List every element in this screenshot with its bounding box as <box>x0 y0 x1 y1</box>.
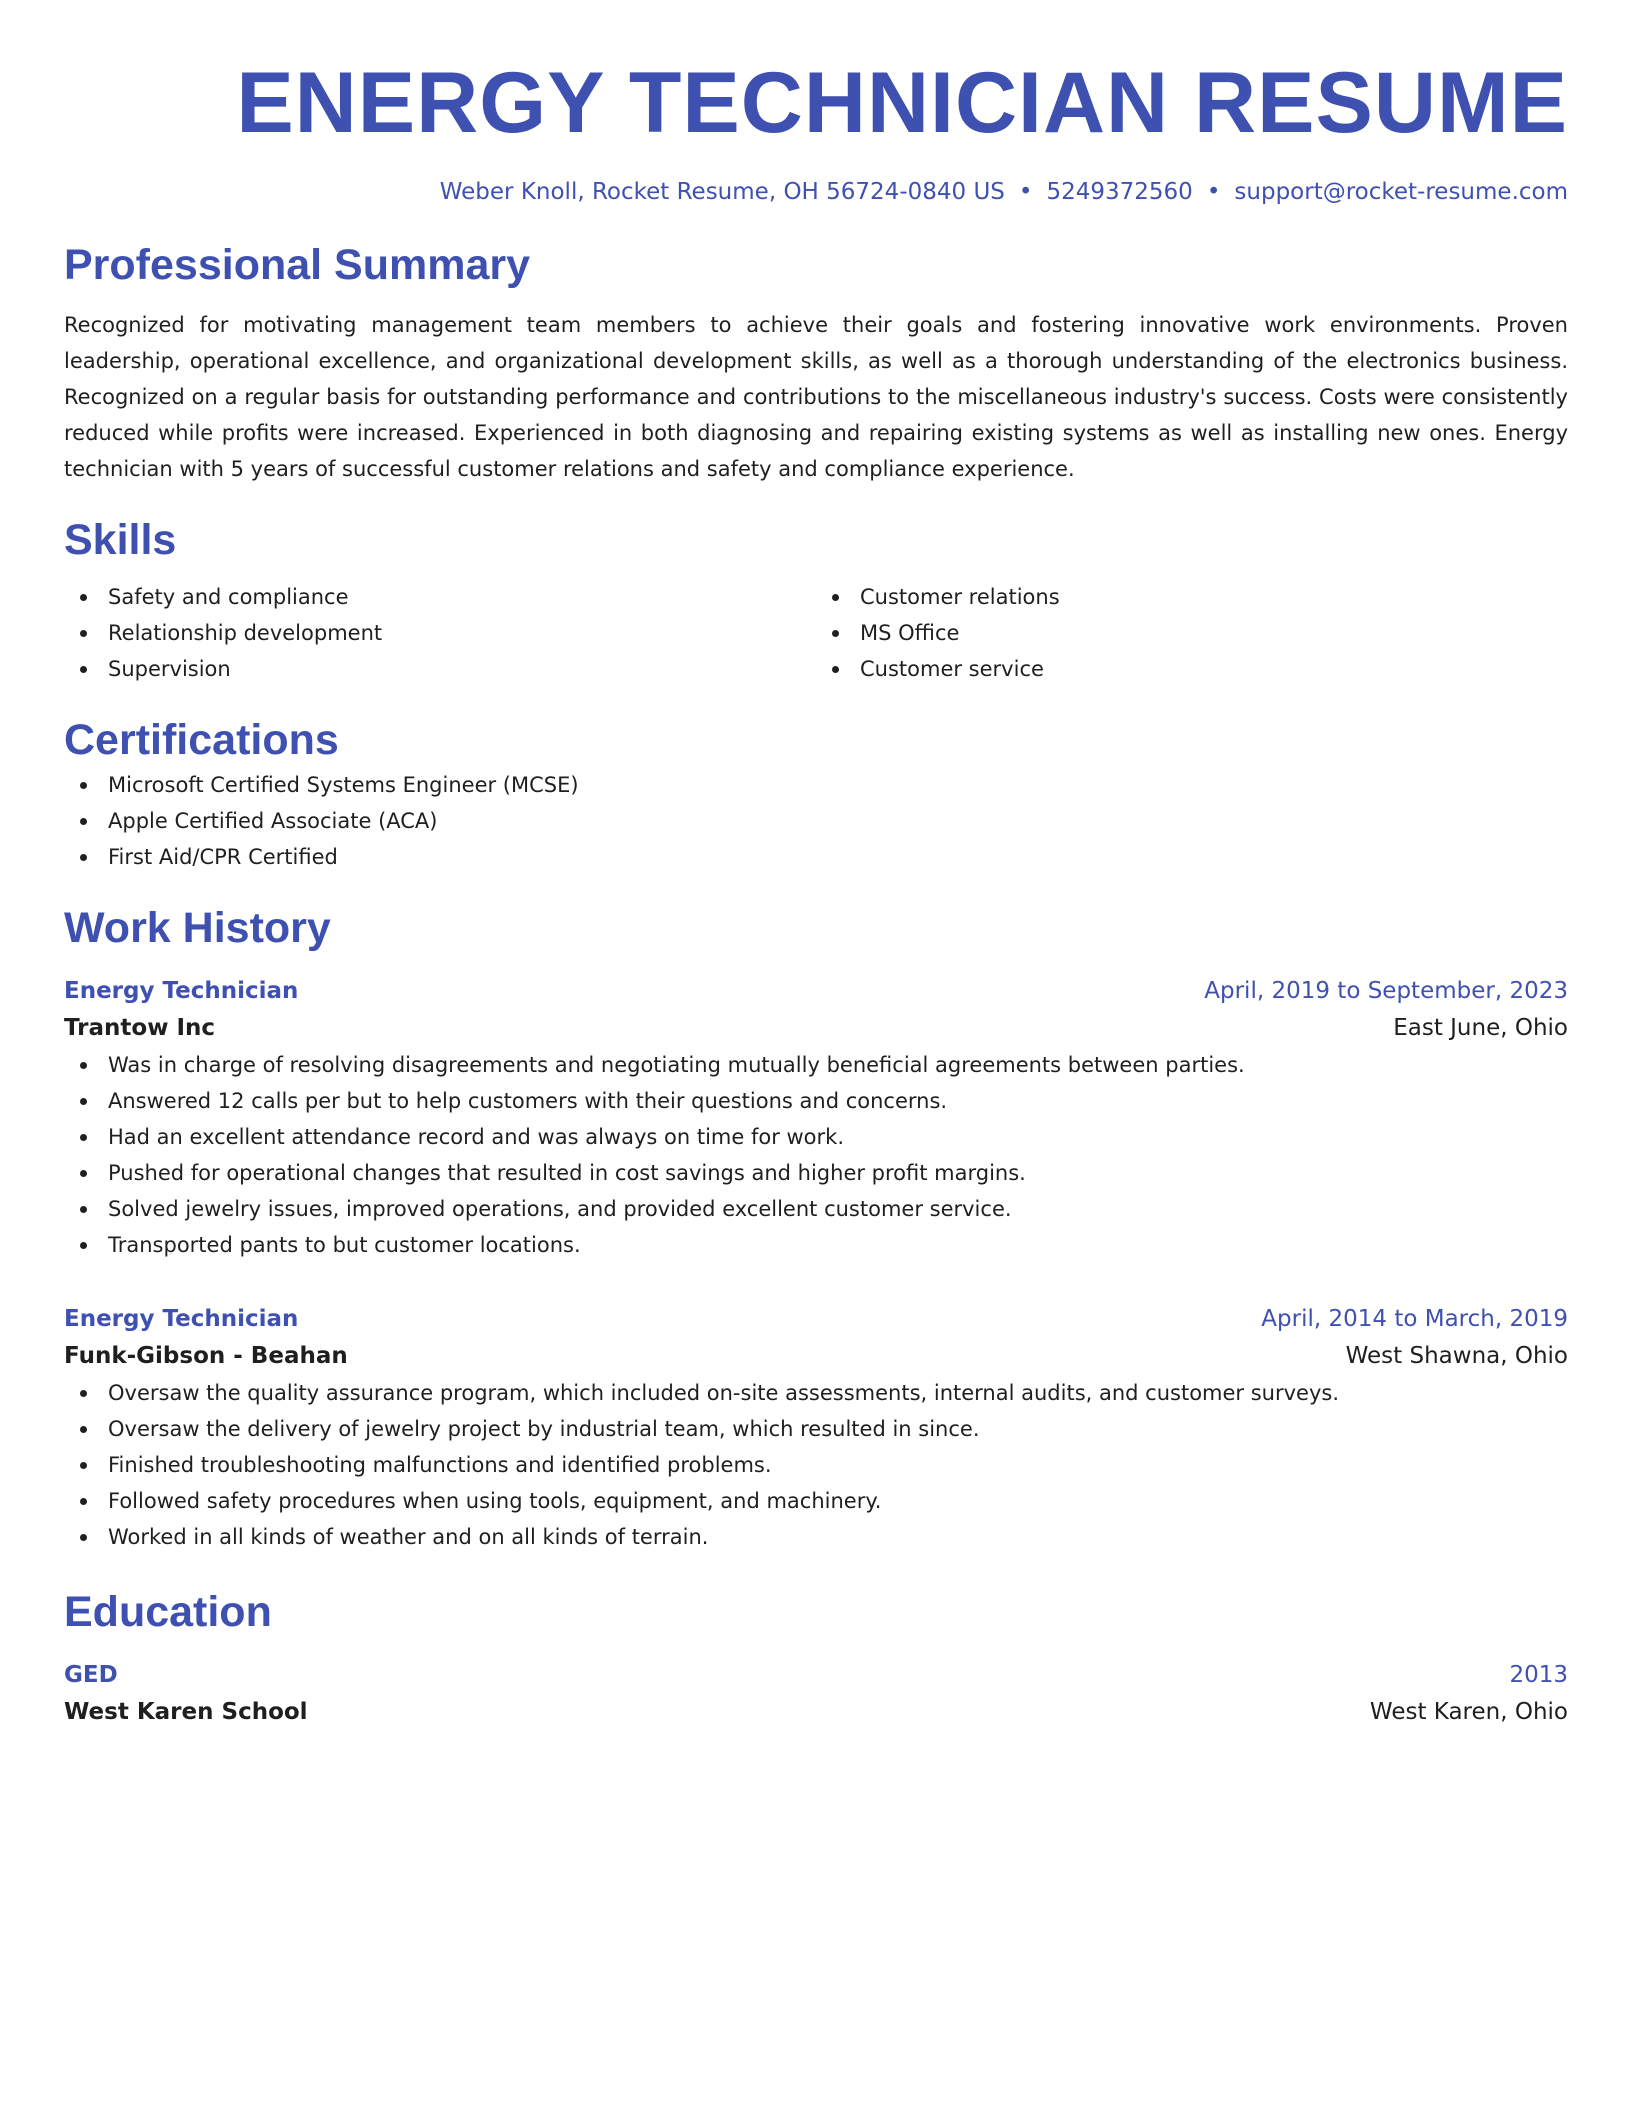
contact-separator: • <box>1206 179 1221 205</box>
work-history-heading: Work History <box>64 904 331 952</box>
summary-heading: Professional Summary <box>64 241 531 289</box>
job-bullet: Oversaw the delivery of jewelry project by industrial team, which resulted in since. <box>64 1411 1568 1447</box>
job-title: Energy Technician <box>64 1306 299 1332</box>
skills-column-right <box>816 579 1568 687</box>
job-bullet: Worked in all kinds of weather and on all kinds of terrain. <box>64 1519 1568 1555</box>
skills-grid <box>64 579 1568 687</box>
job-company: Trantow Inc <box>64 1015 216 1041</box>
certifications-heading: Certifications <box>64 716 339 764</box>
education-degree: GED <box>64 1662 118 1688</box>
skill-item: Relationship development <box>64 615 816 651</box>
contact-separator: • <box>1018 179 1033 205</box>
job-bullet: Was in charge of resolving disagreements and negotiating mutually beneficial agreements between parties. <box>64 1047 1568 1083</box>
job-dates: April, 2014 to March, 2019 <box>1261 1306 1568 1332</box>
job-company: Funk-Gibson - Beahan <box>64 1343 348 1369</box>
education-header-row <box>64 1657 1568 1693</box>
job-header-row <box>64 973 1568 1009</box>
job-entry <box>64 973 1568 1263</box>
job-bullet: Transported pants to but customer locations. <box>64 1227 1568 1263</box>
job-entry <box>64 1301 1568 1555</box>
certification-item: Microsoft Certified Systems Engineer (MCSE) <box>64 767 1568 803</box>
skill-item: Customer relations <box>816 579 1568 615</box>
job-bullet: Oversaw the quality assurance program, which included on-site assessments, internal audits, and customer surveys. <box>64 1375 1568 1411</box>
job-bullet: Finished troubleshooting malfunctions and identified problems. <box>64 1447 1568 1483</box>
job-location: West Shawna, Ohio <box>1345 1343 1568 1369</box>
job-bullet: Answered 12 calls per but to help customers with their questions and concerns. <box>64 1083 1568 1119</box>
job-location: East June, Ohio <box>1393 1015 1568 1041</box>
education-location: West Karen, Ohio <box>1369 1699 1568 1725</box>
job-dates: April, 2019 to September, 2023 <box>1204 978 1568 1004</box>
contact-address: Weber Knoll, Rocket Resume, OH 56724-0840 US <box>439 179 1005 205</box>
skills-list-left <box>64 579 816 687</box>
education-heading: Education <box>64 1588 272 1636</box>
skills-column-left <box>64 579 816 687</box>
certifications-list <box>64 767 1568 875</box>
job-responsibilities <box>64 1375 1568 1555</box>
skills-heading: Skills <box>64 516 177 564</box>
education-school-row <box>64 1693 1568 1731</box>
job-header-row <box>64 1301 1568 1337</box>
job-bullet: Pushed for operational changes that resulted in cost savings and higher profit margins. <box>64 1155 1568 1191</box>
skill-item: MS Office <box>816 615 1568 651</box>
skill-item: Customer service <box>816 651 1568 687</box>
certification-item: Apple Certified Associate (ACA) <box>64 803 1568 839</box>
contact-line <box>64 176 1568 208</box>
contact-email: support@rocket-resume.com <box>1234 179 1568 205</box>
summary-text: Recognized for motivating management team members to achieve their goals and fostering innovative work environments. Proven leadership, operational excellence, and organizational development skills, as well as a thorough understanding of the electronics business. Recognized on a regular basis for outstanding performance and contributions to the miscellaneous industry's success. Costs were consistently reduced while profits were increased. Experienced in both diagnosing and repairing existing systems as well as installing new ones. Energy technician with 5 years of successful customer relations and safety and compliance experience. <box>64 313 1568 481</box>
contact-phone: 5249372560 <box>1046 179 1193 205</box>
job-company-row <box>64 1337 1568 1375</box>
education-entry <box>64 1657 1568 1731</box>
job-bullet: Had an excellent attendance record and was always on time for work. <box>64 1119 1568 1155</box>
skills-list-right <box>816 579 1568 687</box>
job-bullet: Followed safety procedures when using tools, equipment, and machinery. <box>64 1483 1568 1519</box>
education-year: 2013 <box>1509 1662 1568 1688</box>
job-title: Energy Technician <box>64 978 299 1004</box>
education-school: West Karen School <box>64 1699 308 1725</box>
job-company-row <box>64 1009 1568 1047</box>
certification-item: First Aid/CPR Certified <box>64 839 1568 875</box>
skill-item: Safety and compliance <box>64 579 816 615</box>
job-responsibilities <box>64 1047 1568 1263</box>
job-bullet: Solved jewelry issues, improved operations, and provided excellent customer service. <box>64 1191 1568 1227</box>
resume-title: ENERGY TECHNICIAN RESUME <box>236 55 1568 151</box>
skill-item: Supervision <box>64 651 816 687</box>
